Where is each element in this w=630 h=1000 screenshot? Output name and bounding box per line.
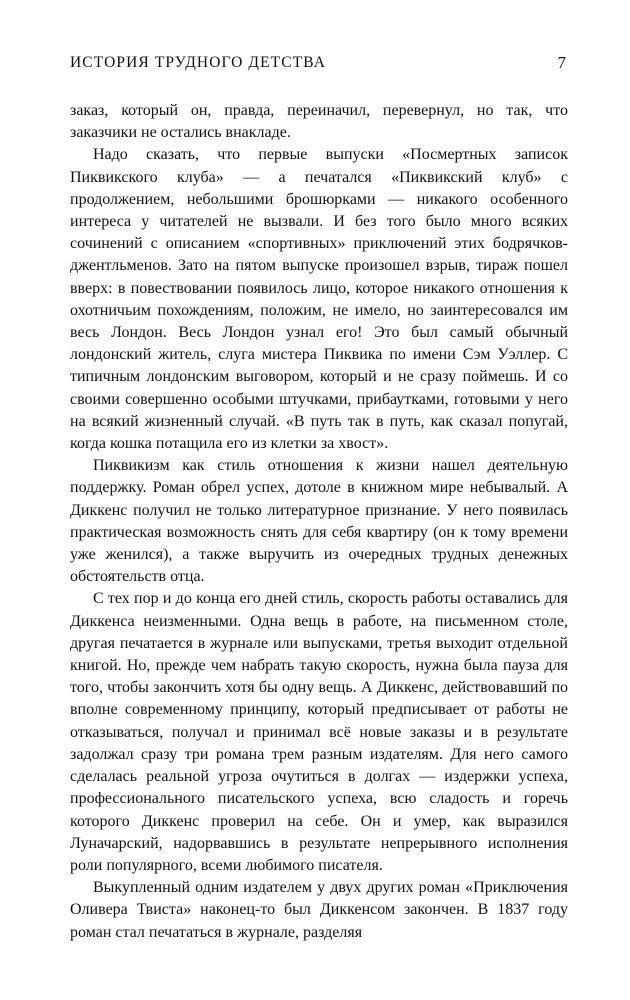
paragraph-pickwick-issues: Надо сказать, что первые выпуски «Посмертных записок Пиквикского клуба» — а печатался «Пиквикский клуб» с продолжением, небольшими брошюрками — никакого особенного интереса у читателей не вызвали. И без того было много всяких сочинений с описанием «спортивных» приключений этих бодрячков-джентльменов. Зато на пятом выпуске произошел взрыв, тираж пошел вверх: в повествовании появилось лицо, которое никакого отношения к охотничьим похождениям, положим, не имело, но заинтересовался им весь Лондон. Весь Лондон узнал его! Это был самый обычный лондонский житель, слуга мистера Пиквика по имени Сэм Уэллер. С типичным лондонским выговором, который и не сразу поймешь. И со своими совершенно особыми штучками, прибаутками, готовыми у него на всякий жизненный случай. «В путь так в путь, как сказал попугай, когда кошка потащила его из клетки за хвост». (70, 146, 568, 453)
body-text (70, 100, 568, 944)
book-page (70, 40, 568, 980)
paragraph-continued: заказ, который он, правда, переиначил, перевернул, но так, что заказчики не остались внакладе. (70, 102, 568, 142)
paragraph-work-pace: С тех пор и до конца его дней стиль, скорость работы оставались для Диккенса неизменными. Одна вещь в работе, на письменном столе, другая печатается в журнале или выпусками, третья выходит отдельной книгой. Но, прежде чем набрать такую скорость, нужна была пауза для того, чтобы закончить хотя бы одну вещь. А Диккенс, действовавший по вполне современному принципу, который предписывает от работы не отказываться, получал и принимал всё новые заказы и в результате задолжал сразу три романа трем разным издателям. Для него самого сделалась реальной угроза очутиться в долгах — издержки успеха, профессионального писательского успеха, всю сладость и горечь которого Диккенс проверил на себе. Он и умер, как выразился Луначарский, надорвавшись в результате непрерывного исполнения роли популярного, всеми любимого писателя. (70, 590, 568, 874)
running-header (70, 40, 568, 72)
paragraph-oliver-twist: Выкупленный одним издателем у двух других роман «Приключения Оливера Твиста» наконец-то был Диккенсом закончен. В 1837 году роман стал печататься в журнале, разделяя (70, 879, 568, 941)
page-number: 7 (557, 53, 566, 72)
paragraph-pickwickism: Пиквикизм как стиль отношения к жизни нашел деятельную поддержку. Роман обрел успех, дотоле в книжном мире небывалый. А Диккенс получил не только литературное признание. У него появилась практическая возможность снять для себя квартиру (он к тому времени уже женился), а также выручить из очередных трудных денежных обстоятельств отца. (70, 457, 568, 586)
running-title: ИСТОРИЯ ТРУДНОГО ДЕТСТВА (70, 54, 327, 71)
